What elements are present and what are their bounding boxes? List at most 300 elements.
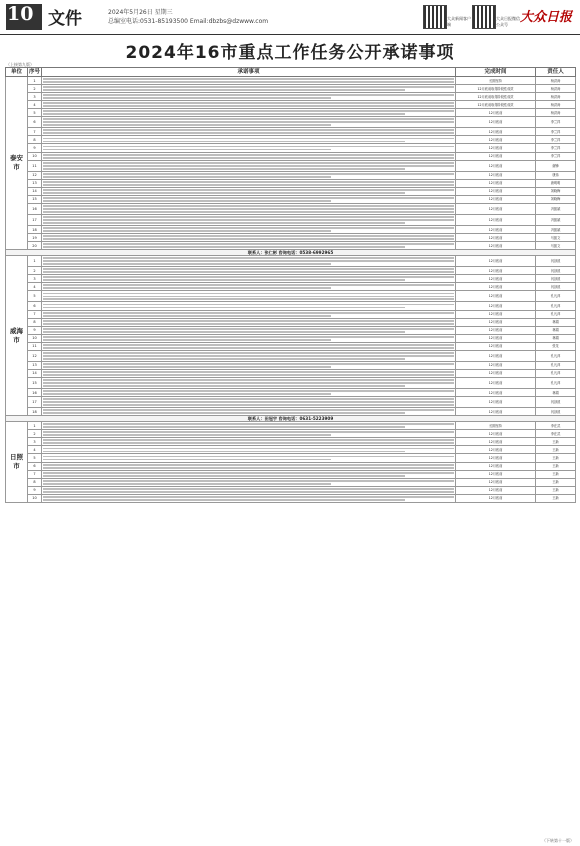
text-line <box>43 409 454 411</box>
text-line <box>43 132 454 134</box>
table-row <box>6 136 576 144</box>
responsible-person: 李兰祥 <box>536 117 576 128</box>
text-line <box>43 451 405 453</box>
commitment-text <box>42 85 456 93</box>
commitment-text <box>42 242 456 250</box>
continued-footnote: （下转第十一版） <box>542 838 574 843</box>
responsible-person: 王新 <box>536 470 576 478</box>
row-number: 18 <box>28 226 42 234</box>
responsible-person: 康伟 <box>536 171 576 179</box>
unit-cell: 威海市 <box>6 256 28 416</box>
completion-time: 12月底前 <box>456 195 536 203</box>
responsible-person: 冯振斌 <box>536 214 576 225</box>
commitment-text <box>42 101 456 109</box>
commitment-text <box>42 378 456 389</box>
responsible-person: 杨洪涛 <box>536 101 576 109</box>
row-number: 8 <box>28 318 42 326</box>
text-line <box>43 464 454 466</box>
text-line <box>43 434 331 436</box>
table-row <box>6 283 576 291</box>
text-line <box>43 293 454 295</box>
text-line <box>43 246 405 248</box>
contact-info: 联系人：田冠宇 咨询电话：0631-5223909 <box>6 416 576 422</box>
text-line <box>43 271 454 273</box>
table-row <box>6 267 576 275</box>
responsible-person: 张龙 <box>536 342 576 350</box>
table-row <box>6 342 576 350</box>
completion-time: 12月底前 <box>456 334 536 342</box>
text-line <box>43 138 454 140</box>
text-line <box>43 168 405 170</box>
completion-time: 12月底前 <box>456 462 536 470</box>
row-number: 5 <box>28 291 42 302</box>
qr-label-left: 大众新闻客户端 <box>447 16 471 27</box>
row-number: 8 <box>28 136 42 144</box>
section-name: 文件 <box>48 9 82 29</box>
commitment-text <box>42 144 456 152</box>
commitment-text <box>42 152 456 160</box>
header-unit: 单位 <box>6 68 28 77</box>
completion-time: 12月底前 <box>456 179 536 187</box>
text-line <box>43 328 454 330</box>
text-line <box>43 398 454 400</box>
commitment-text <box>42 470 456 478</box>
completion-time: 12月底前 <box>456 310 536 318</box>
text-line <box>43 243 454 245</box>
text-line <box>43 222 405 224</box>
responsible-person: 冯振斌 <box>536 203 576 214</box>
text-line <box>43 393 331 395</box>
table-row <box>6 478 576 486</box>
row-number: 5 <box>28 109 42 117</box>
text-line <box>43 491 454 493</box>
row-number: 14 <box>28 369 42 377</box>
row-number: 6 <box>28 117 42 128</box>
commitment-text <box>42 128 456 136</box>
continued-note: （上接第九版） <box>6 62 34 67</box>
text-line <box>43 423 454 425</box>
row-number: 3 <box>28 275 42 283</box>
text-line <box>43 146 454 148</box>
commitment-text <box>42 179 456 187</box>
table-row <box>6 397 576 408</box>
row-number: 17 <box>28 214 42 225</box>
responsible-person: 李在武 <box>536 422 576 430</box>
responsible-person: 林娟 <box>536 334 576 342</box>
completion-time: 12月底前 <box>456 369 536 377</box>
completion-time: 12月底前 <box>456 350 536 361</box>
completion-time: 12月底前 <box>456 389 536 397</box>
completion-time: 12月底前 <box>456 378 536 389</box>
responsible-person: 闫剑波 <box>536 256 576 267</box>
responsible-person: 孔凡萍 <box>536 369 576 377</box>
completion-time: 12月底前 <box>456 187 536 195</box>
text-line <box>43 257 454 259</box>
completion-time: 12月底前 <box>456 342 536 350</box>
text-line <box>43 412 405 414</box>
table-row <box>6 408 576 416</box>
responsible-person: 李兰祥 <box>536 152 576 160</box>
row-number: 15 <box>28 195 42 203</box>
text-line <box>43 205 454 207</box>
completion-time: 12月底前 <box>456 438 536 446</box>
row-number: 11 <box>28 160 42 171</box>
row-number: 1 <box>28 256 42 267</box>
table-row <box>6 214 576 225</box>
commitment-text <box>42 234 456 242</box>
commitment-text <box>42 486 456 494</box>
responsible-person: 孔凡萍 <box>536 302 576 310</box>
text-line <box>43 401 454 403</box>
table-row <box>6 242 576 250</box>
completion-time: 长期坚持 <box>456 422 536 430</box>
table-row <box>6 462 576 470</box>
commitment-text <box>42 438 456 446</box>
completion-time: 12月底前 <box>456 454 536 462</box>
row-number: 7 <box>28 128 42 136</box>
editor-line: 总编室电话:0531-85193500 Email:dbzbs@dzwww.com <box>108 18 269 25</box>
text-line <box>43 352 454 354</box>
responsible-person: 王新 <box>536 446 576 454</box>
row-number: 7 <box>28 310 42 318</box>
commitment-text <box>42 171 456 179</box>
text-line <box>43 102 454 104</box>
commitment-text <box>42 109 456 117</box>
commitment-text <box>42 187 456 195</box>
text-line <box>43 276 454 278</box>
completion-time: 12月底前 <box>456 160 536 171</box>
text-line <box>43 472 454 474</box>
text-line <box>43 298 454 300</box>
completion-time: 12月底前 <box>456 152 536 160</box>
row-number: 13 <box>28 361 42 369</box>
newspaper-logo: 大众日报 <box>520 10 573 25</box>
text-line <box>43 124 331 126</box>
qr-code-icon <box>472 5 496 29</box>
header-time: 完成时间 <box>456 68 536 77</box>
responsible-person: 闫剑波 <box>536 275 576 283</box>
row-number: 15 <box>28 378 42 389</box>
text-line <box>43 366 331 368</box>
commitment-text <box>42 275 456 283</box>
text-line <box>43 459 331 461</box>
text-line <box>43 192 405 194</box>
commitment-text <box>42 334 456 342</box>
responsible-person: 林娟 <box>536 389 576 397</box>
text-line <box>43 219 454 221</box>
commitment-text <box>42 93 456 101</box>
completion-time: 12月底前 <box>456 430 536 438</box>
commitment-text <box>42 214 456 225</box>
table-row <box>6 318 576 326</box>
completion-time: 12月底前 <box>456 267 536 275</box>
text-line <box>43 118 454 120</box>
text-line <box>43 211 454 213</box>
completion-time: 12月底前 <box>456 446 536 454</box>
commitment-text <box>42 77 456 85</box>
commitment-text <box>42 326 456 334</box>
text-line <box>43 304 454 306</box>
text-line <box>43 382 454 384</box>
completion-time: 12月底前 <box>456 486 536 494</box>
responsible-person: 李兰祥 <box>536 144 576 152</box>
table-row <box>6 187 576 195</box>
row-number: 16 <box>28 389 42 397</box>
commitment-text <box>42 203 456 214</box>
qr-label-right: 大众日报微信公众号 <box>496 16 520 27</box>
table-row <box>6 85 576 93</box>
commitment-text <box>42 302 456 310</box>
commitment-text <box>42 389 456 397</box>
text-line <box>43 197 454 199</box>
text-line <box>43 268 454 270</box>
row-number: 7 <box>28 470 42 478</box>
completion-time: 12月底前 <box>456 326 536 334</box>
table-row <box>6 160 576 171</box>
table-row <box>6 275 576 283</box>
text-line <box>43 371 454 373</box>
table-row <box>6 101 576 109</box>
row-number: 18 <box>28 408 42 416</box>
text-line <box>43 279 405 281</box>
row-number: 13 <box>28 179 42 187</box>
text-line <box>43 216 454 218</box>
completion-time: 12月底前 <box>456 478 536 486</box>
table-row <box>6 430 576 438</box>
row-number: 4 <box>28 101 42 109</box>
commitment-text <box>42 408 456 416</box>
responsible-person: 王新 <box>536 478 576 486</box>
completion-time: 12月底前 <box>456 171 536 179</box>
table-row <box>6 203 576 214</box>
text-line <box>43 230 331 232</box>
text-line <box>43 157 454 159</box>
text-line <box>43 296 454 298</box>
row-number: 3 <box>28 93 42 101</box>
text-line <box>43 263 331 265</box>
text-line <box>43 336 454 338</box>
commitment-text <box>42 369 456 377</box>
text-line <box>43 227 454 229</box>
commitment-text <box>42 256 456 267</box>
text-line <box>43 81 454 83</box>
text-line <box>43 404 454 406</box>
text-line <box>43 442 454 444</box>
row-number: 12 <box>28 350 42 361</box>
text-line <box>43 390 454 392</box>
text-line <box>43 344 454 346</box>
table-row <box>6 438 576 446</box>
date-line: 2024年5月26日 星期三 <box>108 9 173 16</box>
commitment-text <box>42 446 456 454</box>
masthead <box>0 0 580 35</box>
table-row <box>6 454 576 462</box>
text-line <box>43 176 331 178</box>
commitment-text <box>42 226 456 234</box>
text-line <box>43 121 454 123</box>
completion-time: 12月底前 <box>456 283 536 291</box>
responsible-person: 闫剑波 <box>536 408 576 416</box>
text-line <box>43 480 454 482</box>
text-line <box>43 385 405 387</box>
row-number: 11 <box>28 342 42 350</box>
text-line <box>43 431 454 433</box>
text-line <box>43 149 331 151</box>
responsible-person: 闫剑波 <box>536 283 576 291</box>
text-line <box>43 105 454 107</box>
completion-time: 12月底前 <box>456 226 536 234</box>
table-header-row <box>6 68 576 77</box>
completion-time: 12月底前 <box>456 291 536 302</box>
table-row <box>6 350 576 361</box>
responsible-person: 杨洪涛 <box>536 85 576 93</box>
table-row <box>6 446 576 454</box>
table-row <box>6 310 576 318</box>
responsible-person: 王新 <box>536 438 576 446</box>
text-line <box>43 331 405 333</box>
text-line <box>43 110 454 112</box>
completion-time: 12月底前取得阶段性成效 <box>456 93 536 101</box>
text-line <box>43 208 454 210</box>
table-row <box>6 326 576 334</box>
text-line <box>43 129 454 131</box>
table-row <box>6 369 576 377</box>
responsible-person: 闫剑波 <box>536 397 576 408</box>
table-row <box>6 422 576 430</box>
text-line <box>43 113 405 115</box>
responsible-person: 王新 <box>536 494 576 502</box>
responsible-person: 林娟 <box>536 326 576 334</box>
text-line <box>43 363 454 365</box>
text-line <box>43 496 454 498</box>
text-line <box>43 315 331 317</box>
responsible-person: 孔凡萍 <box>536 291 576 302</box>
row-number: 2 <box>28 430 42 438</box>
commitment-text <box>42 318 456 326</box>
responsible-person: 马振文 <box>536 234 576 242</box>
commitment-text <box>42 350 456 361</box>
completion-time: 12月底前 <box>456 397 536 408</box>
row-number: 6 <box>28 302 42 310</box>
commitment-text <box>42 283 456 291</box>
row-number: 2 <box>28 267 42 275</box>
commitments-table <box>5 67 576 503</box>
row-number: 16 <box>28 203 42 214</box>
completion-time: 12月底前 <box>456 275 536 283</box>
table-row <box>6 361 576 369</box>
responsible-person: 冯振斌 <box>536 226 576 234</box>
completion-time: 12月底前 <box>456 109 536 117</box>
table-row <box>6 291 576 302</box>
row-number: 10 <box>28 494 42 502</box>
responsible-person: 王新 <box>536 486 576 494</box>
text-line <box>43 162 454 164</box>
responsible-person: 杨洪涛 <box>536 77 576 85</box>
commitment-text <box>42 136 456 144</box>
responsible-person: 杨洪涛 <box>536 109 576 117</box>
text-line <box>43 358 405 360</box>
text-line <box>43 235 454 237</box>
commitment-text <box>42 267 456 275</box>
row-number: 5 <box>28 454 42 462</box>
text-line <box>43 173 454 175</box>
unit-cell: 日照市 <box>6 422 28 503</box>
text-line <box>43 312 454 314</box>
completion-time: 12月底前取得阶段性成效 <box>456 101 536 109</box>
table-row <box>6 334 576 342</box>
responsible-person: 闫剑波 <box>536 267 576 275</box>
row-number: 4 <box>28 446 42 454</box>
table-row <box>6 109 576 117</box>
commitment-text <box>42 397 456 408</box>
responsible-person: 马振文 <box>536 242 576 250</box>
table-row <box>6 152 576 160</box>
text-line <box>43 86 454 88</box>
completion-time: 12月底前取得阶段性成效 <box>456 85 536 93</box>
row-number: 10 <box>28 152 42 160</box>
text-line <box>43 200 331 202</box>
text-line <box>43 347 454 349</box>
completion-time: 12月底前 <box>456 302 536 310</box>
completion-time: 12月底前 <box>456 136 536 144</box>
row-number: 9 <box>28 326 42 334</box>
table-body <box>6 77 576 503</box>
table-row <box>6 179 576 187</box>
commitment-text <box>42 160 456 171</box>
table-row <box>6 256 576 267</box>
responsible-person: 林娟 <box>536 318 576 326</box>
table-row <box>6 470 576 478</box>
completion-time: 12月底前 <box>456 494 536 502</box>
text-line <box>43 184 454 186</box>
unit-cell: 泰安市 <box>6 77 28 250</box>
text-line <box>43 355 454 357</box>
completion-time: 12月底前 <box>456 318 536 326</box>
text-line <box>43 374 454 376</box>
row-number: 10 <box>28 334 42 342</box>
text-line <box>43 78 454 80</box>
text-line <box>43 189 454 191</box>
responsible-person: 孔凡萍 <box>536 350 576 361</box>
text-line <box>43 141 405 143</box>
table-row <box>6 389 576 397</box>
responsible-person: 唐明明 <box>536 179 576 187</box>
table-row <box>6 494 576 502</box>
row-number: 4 <box>28 283 42 291</box>
commitment-text <box>42 494 456 502</box>
responsible-person: 谢锋 <box>536 160 576 171</box>
text-line <box>43 475 405 477</box>
table-row <box>6 302 576 310</box>
text-line <box>43 456 454 458</box>
row-number: 12 <box>28 171 42 179</box>
header-item: 承诺事项 <box>42 68 456 77</box>
text-line <box>43 379 454 381</box>
table-row <box>6 378 576 389</box>
row-number: 17 <box>28 397 42 408</box>
responsible-person: 李兰祥 <box>536 128 576 136</box>
table-row <box>6 234 576 242</box>
text-line <box>43 439 454 441</box>
completion-time: 12月底前 <box>456 117 536 128</box>
contact-info: 联系人：张仁彬 咨询电话：0538-6992965 <box>6 250 576 256</box>
header-person: 责任人 <box>536 68 576 77</box>
commitment-text <box>42 361 456 369</box>
row-number: 19 <box>28 234 42 242</box>
row-number: 2 <box>28 85 42 93</box>
table-row <box>6 77 576 85</box>
responsible-person: 孔凡萍 <box>536 378 576 389</box>
